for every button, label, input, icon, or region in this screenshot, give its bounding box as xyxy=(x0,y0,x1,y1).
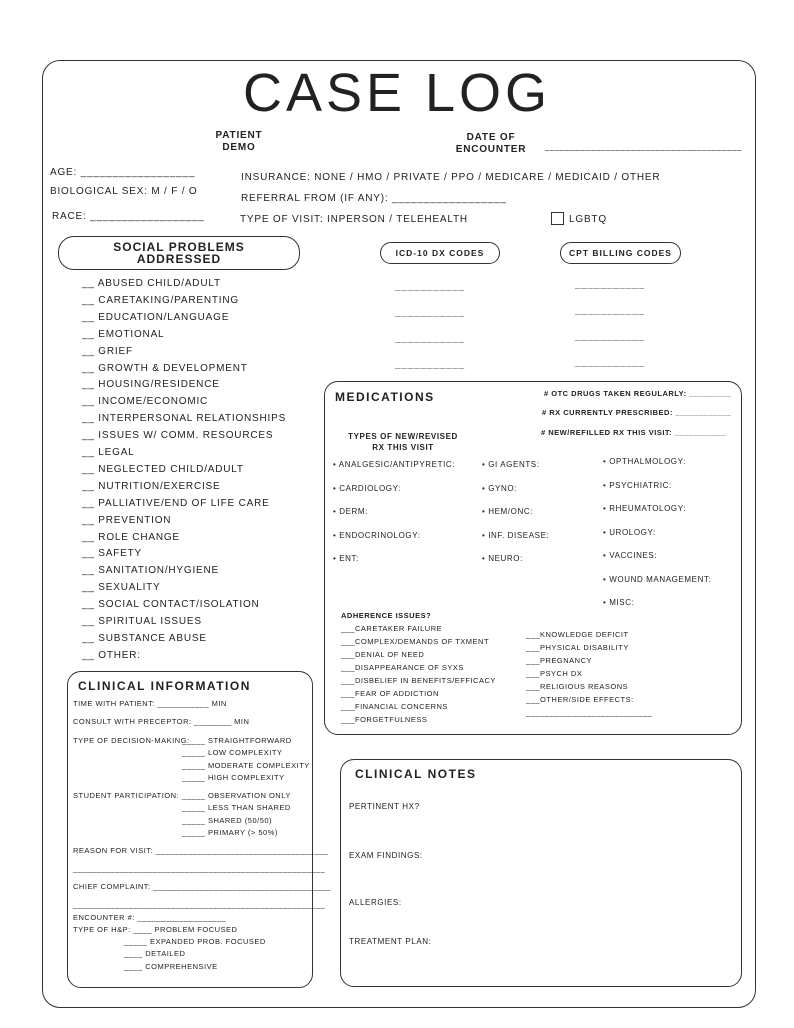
reason-for-visit-line2[interactable]: ______________________________________________________ xyxy=(73,864,326,873)
adherence-item[interactable]: ___KNOWLEDGE DEFICIT xyxy=(526,630,629,639)
social-problem-item[interactable]: __ PREVENTION xyxy=(82,514,172,526)
cpt-code-field[interactable]: ___________ xyxy=(575,357,645,368)
hp-option[interactable]: ____ DETAILED xyxy=(124,949,186,959)
social-problem-item[interactable]: __ ROLE CHANGE xyxy=(82,531,180,543)
social-problem-item[interactable]: __ SOCIAL CONTACT/ISOLATION xyxy=(82,599,260,611)
adherence-item[interactable]: ___PSYCH DX xyxy=(526,669,583,678)
hp-option[interactable]: _____ EXPANDED PROB. FOCUSED xyxy=(124,937,266,946)
student-option[interactable]: _____ OBSERVATION ONLY xyxy=(182,791,291,800)
otc-drugs-field[interactable]: # OTC DRUGS TAKEN REGULARLY: _________ xyxy=(544,389,732,398)
cpt-code-field[interactable]: ___________ xyxy=(575,305,645,316)
social-problem-item[interactable]: __ LEGAL xyxy=(82,447,135,458)
decision-option[interactable]: _____ HIGH COMPLEXITY xyxy=(182,772,285,782)
social-problem-item[interactable]: __ SAFETY xyxy=(82,548,142,560)
adherence-item[interactable]: ___PHYSICAL DISABILITY xyxy=(526,643,629,652)
adherence-title: ADHERENCE ISSUES? xyxy=(341,611,432,620)
reason-for-visit-field[interactable]: REASON FOR VISIT: _____________________________________ xyxy=(73,846,329,855)
medication-type-item[interactable]: • ANALGESIC/ANTIPYRETIC: xyxy=(333,460,456,469)
medication-type-item[interactable]: • UROLOGY: xyxy=(603,527,656,537)
medication-type-item[interactable]: • ENT: xyxy=(333,554,359,563)
social-problem-item[interactable]: __ PALLIATIVE/END OF LIFE CARE xyxy=(82,497,270,509)
icd10-code-field[interactable]: ___________ xyxy=(395,281,465,292)
social-problem-item[interactable]: __ INCOME/ECONOMIC xyxy=(82,396,209,408)
adherence-item[interactable]: ___COMPLEX/DEMANDS OF TXMENT xyxy=(341,637,490,646)
social-problem-item[interactable]: __ SPIRITUAL ISSUES xyxy=(82,616,202,627)
social-problem-item[interactable]: __ EDUCATION/LANGUAGE xyxy=(82,311,230,323)
decision-option[interactable]: _____ STRAIGHTFORWARD xyxy=(182,736,292,745)
adherence-item[interactable]: ___RELIGIOUS REASONS xyxy=(526,682,629,691)
rx-prescribed-field[interactable]: # RX CURRENTLY PRESCRIBED: ____________ xyxy=(542,408,732,417)
medication-type-item[interactable]: • GYNO: xyxy=(482,483,518,493)
lgbtq-checkbox[interactable] xyxy=(551,212,564,225)
hp-option[interactable]: ____ COMPREHENSIVE xyxy=(124,961,218,971)
social-problem-item[interactable]: __ ABUSED CHILD/ADULT xyxy=(82,278,221,289)
icd10-code-field[interactable]: ___________ xyxy=(395,333,465,344)
medication-type-item[interactable]: • WOUND MANAGEMENT: xyxy=(603,574,712,584)
clinical-notes-box xyxy=(340,759,742,987)
social-problem-item[interactable]: __ SUBSTANCE ABUSE xyxy=(82,632,207,644)
social-problem-item[interactable]: __ SANITATION/HYGIENE xyxy=(82,565,220,577)
adherence-item[interactable]: ___FEAR OF ADDICTION xyxy=(341,689,439,698)
student-option[interactable]: _____ LESS THAN SHARED xyxy=(182,803,291,813)
medication-type-item[interactable]: • HEM/ONC: xyxy=(482,507,534,516)
social-problem-item[interactable]: __ NEGLECTED CHILD/ADULT xyxy=(82,463,244,475)
student-participation-label: STUDENT PARTICIPATION: xyxy=(73,791,180,800)
social-problem-item[interactable]: __ INTERPERSONAL RELATIONSHIPS xyxy=(82,413,287,425)
decision-making-label: TYPE OF DECISION-MAKING: xyxy=(73,736,190,745)
medication-type-item[interactable]: • PSYCHIATRIC: xyxy=(603,480,672,490)
social-problem-item[interactable]: __ ISSUES W/ COMM. RESOURCES xyxy=(82,430,274,442)
cpt-codes-title: CPT BILLING CODES xyxy=(560,242,681,264)
adherence-item[interactable]: ___PREGNANCY xyxy=(526,656,593,665)
social-problem-item[interactable]: __ CARETAKING/PARENTING xyxy=(82,294,239,306)
icd10-code-field[interactable]: ___________ xyxy=(395,307,465,318)
adherence-item[interactable]: ___DISBELIEF IN BENEFITS/EFFICACY xyxy=(341,676,496,685)
pertinent-hx-field[interactable]: PERTINENT HX? xyxy=(349,802,420,811)
medication-type-item[interactable]: • MISC: xyxy=(603,598,635,607)
medication-type-item[interactable]: • ENDOCRINOLOGY: xyxy=(333,530,421,540)
chief-complaint-line2[interactable]: ______________________________________________________ xyxy=(73,900,326,909)
cpt-code-field[interactable]: ___________ xyxy=(575,279,645,290)
student-option[interactable]: _____ PRIMARY (> 50%) xyxy=(182,827,278,837)
adherence-item[interactable]: ___DENIAL OF NEED xyxy=(341,650,425,659)
social-problem-item[interactable]: __ GROWTH & DEVELOPMENT xyxy=(82,362,248,374)
adherence-item[interactable]: ___DISAPPEARANCE OF SYXS xyxy=(341,663,464,672)
encounter-number-field[interactable]: ENCOUNTER #: ___________________ xyxy=(73,913,227,922)
date-of-encounter-label: DATE OF ENCOUNTER xyxy=(455,132,527,155)
biological-sex-field[interactable]: BIOLOGICAL SEX: M / F / O xyxy=(50,186,198,197)
visit-type-field[interactable]: TYPE OF VISIT: INPERSON / TELEHEALTH xyxy=(240,214,468,225)
allergies-field[interactable]: ALLERGIES: xyxy=(349,898,402,907)
adherence-item[interactable]: ___FORGETFULNESS xyxy=(341,715,428,724)
medication-type-item[interactable]: • RHEUMATOLOGY: xyxy=(603,504,687,513)
medication-type-item[interactable]: • GI AGENTS: xyxy=(482,460,540,469)
lgbtq-label: LGBTQ xyxy=(569,214,607,225)
decision-option[interactable]: _____ LOW COMPLEXITY xyxy=(182,748,283,758)
consult-preceptor-field[interactable]: CONSULT WITH PRECEPTOR: ________ MIN xyxy=(73,717,250,726)
social-problem-item[interactable]: __ SEXUALITY xyxy=(82,582,161,594)
medication-type-item[interactable]: • OPTHALMOLOGY: xyxy=(603,457,686,466)
treatment-plan-field[interactable]: TREATMENT PLAN: xyxy=(349,937,432,946)
medication-type-item[interactable]: • INF. DISEASE: xyxy=(482,530,550,540)
social-problems-title: SOCIAL PROBLEMS ADDRESSED xyxy=(58,236,300,270)
social-problem-item[interactable]: __ OTHER: xyxy=(82,649,141,661)
adherence-item[interactable]: ___________________________ xyxy=(526,708,653,717)
hp-type-label: TYPE OF H&P: ____ PROBLEM FOCUSED xyxy=(73,925,238,934)
page-title: CASE LOG xyxy=(242,63,552,123)
cpt-code-field[interactable]: ___________ xyxy=(575,331,645,342)
decision-option[interactable]: _____ MODERATE COMPLEXITY xyxy=(182,760,310,770)
medications-title: MEDICATIONS xyxy=(335,390,435,404)
patient-demo-label: PATIENT DEMO xyxy=(215,130,263,153)
referral-field[interactable]: REFERRAL FROM (IF ANY): __________________ xyxy=(241,193,507,204)
clinical-notes-title: CLINICAL NOTES xyxy=(355,767,477,781)
student-option[interactable]: _____ SHARED (50/50) xyxy=(182,815,273,825)
clinical-information-title: CLINICAL INFORMATION xyxy=(78,679,251,693)
types-of-rx-title: TYPES OF NEW/REVISED RX THIS VISIT xyxy=(348,432,458,452)
chief-complaint-field[interactable]: CHIEF COMPLAINT: ______________________________________ xyxy=(73,882,331,891)
social-problem-item[interactable]: __ EMOTIONAL xyxy=(82,328,165,340)
race-field[interactable]: RACE: __________________ xyxy=(52,211,205,222)
medication-type-item[interactable]: • DERM: xyxy=(333,507,369,516)
medication-type-item[interactable]: • CARDIOLOGY: xyxy=(333,483,401,493)
age-field[interactable]: AGE: __________________ xyxy=(50,167,196,178)
exam-findings-field[interactable]: EXAM FINDINGS: xyxy=(349,851,423,860)
date-field[interactable]: _______________________________________ xyxy=(545,142,742,151)
icd10-code-field[interactable]: ___________ xyxy=(395,359,465,370)
medication-type-item[interactable]: • VACCINES: xyxy=(603,551,658,560)
social-problem-item[interactable]: __ GRIEF xyxy=(82,345,133,357)
social-problem-item[interactable]: __ HOUSING/RESIDENCE xyxy=(82,379,220,391)
adherence-item[interactable]: ___FINANCIAL CONCERNS xyxy=(341,702,448,711)
medication-type-item[interactable]: • NEURO: xyxy=(482,554,523,563)
refilled-rx-field[interactable]: # NEW/REFILLED RX THIS VISIT: ___________ xyxy=(541,428,727,437)
icd10-codes-title: ICD-10 DX CODES xyxy=(380,242,500,264)
insurance-field[interactable]: INSURANCE: NONE / HMO / PRIVATE / PPO / MEDICARE / MEDICAID / OTHER xyxy=(241,172,661,183)
adherence-item[interactable]: ___CARETAKER FAILURE xyxy=(341,624,443,633)
adherence-item[interactable]: ___OTHER/SIDE EFFECTS: xyxy=(526,695,634,704)
time-with-patient-field[interactable]: TIME WITH PATIENT: ___________ MIN xyxy=(73,699,227,708)
social-problem-item[interactable]: __ NUTRITION/EXERCISE xyxy=(82,480,221,492)
